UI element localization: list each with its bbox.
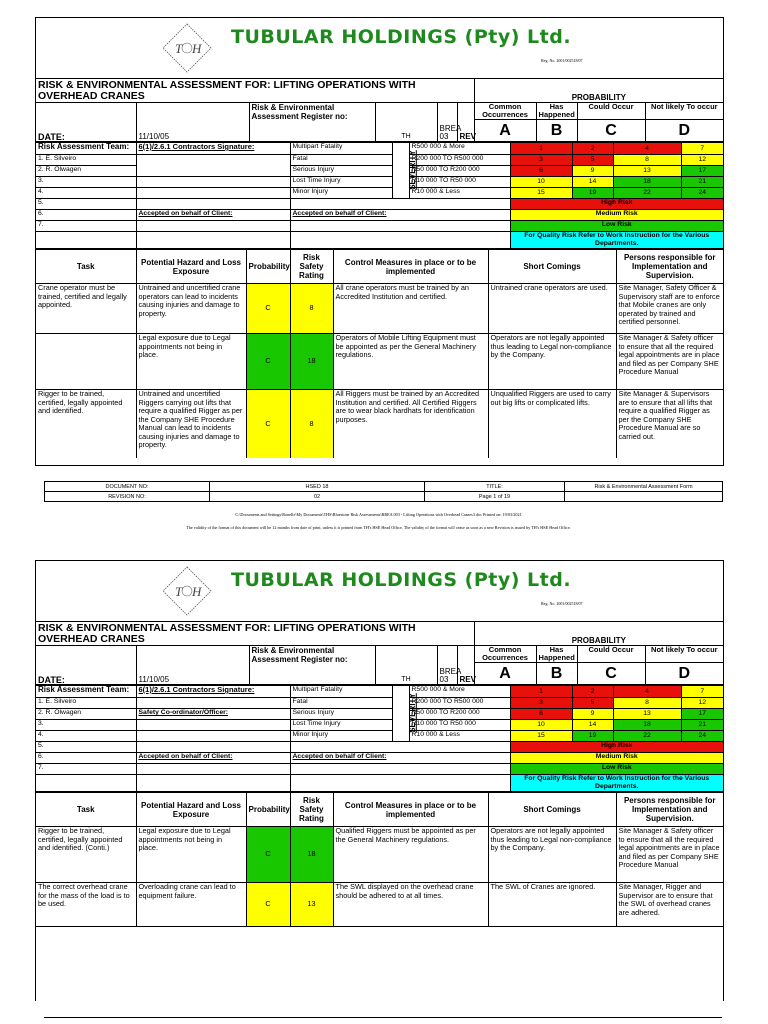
registration-number: Reg. No. 2001/002518/07 [541,601,583,606]
cell-hazard: Overloading crane can lead to equipment failure. [136,883,246,927]
team-member-7: 7. [36,221,136,232]
team-member-7: 7. [36,764,136,775]
col-task: Task [36,793,136,827]
cell-control: All Riggers must be trained by an Accredited Institution and certified. All Certified Riggers are to wear black hardhats for identification purposes. [333,390,488,458]
cell-rating: 8 [290,390,333,458]
severity-label-5: Minor Injury [290,188,392,199]
severity-label-3: Serious Injury [290,166,392,177]
safety-officer-label: Safety Co-ordinator/Officer: [136,709,290,720]
cell-hazard: Untrained and uncertified Riggers carrying out lifts that require a qualified Rigger as per the Company SHE Procedure Manual can lead to incidents causing injuries and damage to property. [136,390,246,458]
severity-cost-3: R50 000 TO R200 000 [409,166,510,177]
prob-col-b-desc: Has Happened [536,646,577,663]
matrix-cell: 5 [572,155,613,166]
cell-hazard: Legal exposure due to Legal appointments not being in place. [136,334,246,390]
matrix-cell: 6 [510,166,572,177]
cell-task: Rigger to be trained, certified, legally appointed and identified. (Conti.) [36,827,136,883]
client-accept-1: Accepted on behalf of Client: [136,753,290,764]
matrix-cell: 15 [510,731,572,742]
cell-persons: Site Manager, Safety Officer & Supervisory staff are to enforce that Mobile cranes are only operated by trained and certified personnel. [616,284,723,334]
footer-doc-no-label: DOCUMENT NO: [45,482,210,492]
table-row [36,334,723,390]
severity-cost-5: R10 000 & Less [409,731,510,742]
team-member-4: 4. [36,188,136,199]
date-value: 11/10/05 [136,103,249,142]
col-short: Short Comings [488,250,616,284]
prob-col-a-desc: Common Occurrences [474,103,536,120]
team-member-2: 2. R. Olwagen [36,709,136,720]
matrix-cell: 2 [572,143,613,155]
cell-control: Qualified Riggers must be appointed as per the General Machinery regulations. [333,827,488,883]
prob-col-c-desc: Could Occur [577,103,645,120]
matrix-cell: 3 [510,698,572,709]
team-member-6: 6. [36,753,136,764]
matrix-cell: 19 [572,188,613,199]
team-member-4: 4. [36,731,136,742]
severity-label-2: Fatal [290,698,392,709]
matrix-cell: 18 [613,720,681,731]
legend-medium-risk: Medium Risk [510,753,723,764]
matrix-cell: 2 [572,686,613,698]
matrix-cell: 9 [572,709,613,720]
cell-probability: C [246,827,290,883]
cell-short: Operators are not legally appointed thus leading to Legal non-compliance by the Company. [488,334,616,390]
team-member-5: 5. [36,742,136,753]
team-label: Risk Assessment Team: [36,686,136,698]
footer-title-label: TITLE: [425,482,565,492]
matrix-cell: 8 [613,155,681,166]
matrix-cell: 4 [613,143,681,155]
prob-col-b-letter: B [536,663,577,685]
register-number: BREA 03 [437,103,457,142]
cell-rating: 13 [290,883,333,927]
cell-short: Unqualified Riggers are used to carry out big lifts or complicated lifts. [488,390,616,458]
client-accept-1: Accepted on behalf of Client: [136,210,290,221]
cell-short: Operators are not legally appointed thus leading to Legal non-compliance by the Company. [488,827,616,883]
assessment-title: RISK & ENVIRONMENTAL ASSESSMENT FOR: LIFTING OPERATIONS WITH OVERHEAD CRANES [36,79,474,103]
team-member-1: 1. E. Silveiro [36,155,136,166]
matrix-cell: 14 [572,177,613,188]
severity-label-3: Serious Injury [290,709,392,720]
prob-col-b-desc: Has Happened [536,103,577,120]
matrix-cell: 21 [681,720,723,731]
cell-control: The SWL displayed on the overhead crane should be adhered to at all times. [333,883,488,927]
col-probability: Probability [246,250,290,284]
cell-probability: C [246,284,290,334]
col-control: Control Measures in place or to be implemented [333,793,488,827]
prob-col-c-desc: Could Occur [577,646,645,663]
page-two [35,560,724,1001]
contractor-signature: 6(1)/2.6.1 Contractors Signature: [136,143,290,155]
footer-page: Page 1 of 19 [425,492,565,502]
team-member-3: 3. [36,720,136,731]
footer-rev: 02 [210,492,425,502]
footer-rev-label: REVISION NO: [45,492,210,502]
probability-label: PROBABILITY [474,79,723,103]
register-th: TH [375,646,437,685]
risk-matrix-table [36,142,723,249]
cell-probability: C [246,334,290,390]
svg-text:H: H [192,41,202,56]
col-short: Short Comings [488,793,616,827]
matrix-cell: 10 [510,720,572,731]
matrix-cell: 12 [681,155,723,166]
matrix-cell: 13 [613,166,681,177]
table-row [36,883,723,927]
legend-high-risk: High Risk [510,199,723,210]
legend-quality-note: For Quality Risk Refer to Work Instruction for the Various Departments. [510,232,723,249]
team-member-2: 2. R. Olwagen [36,166,136,177]
svg-text:T: T [175,584,183,599]
col-hazard: Potential Hazard and Loss Exposure [136,793,246,827]
legend-quality-note: For Quality Risk Refer to Work Instruction for the Various Departments. [510,775,723,792]
matrix-cell: 4 [613,686,681,698]
prob-col-d-desc: Not likely To occur [645,103,723,120]
severity-cost-4: R10 000 TO R50 000 [409,720,510,731]
col-control: Control Measures in place or to be implemented [333,250,488,284]
register-label: Risk & Environmental Assessment Register no: [249,646,375,685]
matrix-cell: 6 [510,709,572,720]
severity-label-2: Fatal [290,155,392,166]
table-row [36,390,723,458]
risk-rows-table-p2 [36,792,723,927]
prob-col-d-letter: D [645,663,723,685]
matrix-cell: 19 [572,731,613,742]
matrix-cell: 22 [613,731,681,742]
matrix-cell: 21 [681,177,723,188]
matrix-cell: 12 [681,698,723,709]
assessment-header-table [36,79,723,142]
page-divider [44,1017,722,1018]
date-value: 11/10/05 [136,646,249,685]
severity-cost-2: R200 000 TO R500 000 [409,155,510,166]
footer-title: Risk & Environmental Assessment Form [565,482,723,492]
matrix-cell: 3 [510,155,572,166]
team-member-6: 6. [36,210,136,221]
file-path-note: C:\Documents and Settings\Ronelle\My Documents\THS\Bluestone Risk Assessments\BREA 003 - Lifting Operations with Overhead Cranes3.doc Printed on: 19/03/2021 [235,512,522,517]
cell-hazard: Untrained and uncertified crane operators can lead to incidents causing injuries and damage to property. [136,284,246,334]
cell-probability: C [246,883,290,927]
legend-low-risk: Low Risk [510,764,723,775]
cell-persons: Site Manager, Rigger and Supervisor are to ensure that the SWL of overhead cranes are adhered. [616,883,723,927]
rev-label: REV [457,646,474,685]
legend-low-risk: Low Risk [510,221,723,232]
prob-col-a-letter: A [474,663,536,685]
contractor-signature: 6(1)/2.6.1 Contractors Signature: [136,686,290,698]
matrix-cell: 13 [613,709,681,720]
page-one [35,17,724,466]
cell-short: The SWL of Cranes are ignored. [488,883,616,927]
svg-text:T: T [175,41,183,56]
prob-col-c-letter: C [577,663,645,685]
table-row [36,827,723,883]
matrix-cell: 24 [681,188,723,199]
matrix-cell: 8 [613,698,681,709]
matrix-cell: 1 [510,143,572,155]
cell-short: Untrained crane operators are used. [488,284,616,334]
matrix-cell: 22 [613,188,681,199]
company-name: TUBULAR HOLDINGS (Pty) Ltd. [231,569,572,591]
team-member-3: 3. [36,177,136,188]
severity-cost-4: R10 000 TO R50 000 [409,177,510,188]
col-probability: Probability [246,793,290,827]
cell-task: Rigger to be trained, certified, legally appointed and identified. [36,390,136,458]
cell-task: The correct overhead crane for the mass of the load is to be used. [36,883,136,927]
letterhead [36,18,723,79]
assessment-title: RISK & ENVIRONMENTAL ASSESSMENT FOR: LIFTING OPERATIONS WITH OVERHEAD CRANES [36,622,474,646]
severity-cost-3: R50 000 TO R200 000 [409,709,510,720]
severity-axis-label: SEVERITY [392,686,409,742]
document-footer [44,481,723,502]
col-task: Task [36,250,136,284]
cell-rating: 18 [290,827,333,883]
company-logo-icon [161,565,213,617]
cell-control: All crane operators must be trained by an Accredited Institution and certified. [333,284,488,334]
risk-matrix-table [36,685,723,792]
cell-persons: Site Manager & Safety officer to ensure that all the required legal appointments are in place and filed as per Company SHE Procedure Manual [616,334,723,390]
severity-label-1: Multipart Fatality [290,143,392,155]
matrix-cell: 15 [510,188,572,199]
severity-cost-1: R500 000 & More [409,686,510,698]
matrix-cell: 10 [510,177,572,188]
matrix-cell: 7 [681,143,723,155]
register-th: TH [375,103,437,142]
severity-cost-1: R500 000 & More [409,143,510,155]
prob-col-b-letter: B [536,120,577,142]
team-member-5: 5. [36,199,136,210]
cell-rating: 8 [290,284,333,334]
svg-text:H: H [192,584,202,599]
team-label: Risk Assessment Team: [36,143,136,155]
severity-label-1: Multipart Fatality [290,686,392,698]
severity-axis-label: SEVERITY [392,143,409,199]
prob-col-a-desc: Common Occurrences [474,646,536,663]
client-accept-2: Accepted on behalf of Client: [290,210,510,221]
probability-label: PROBABILITY [474,622,723,646]
matrix-cell: 9 [572,166,613,177]
risk-rows-table-p1 [36,249,723,458]
cell-persons: Site Manager & Supervisors are to ensure that all lifts that require a qualified Rigger as per the Company SHE Procedure Manual are so carried out. [616,390,723,458]
legend-medium-risk: Medium Risk [510,210,723,221]
severity-label-4: Lost Time Injury [290,177,392,188]
company-logo-icon [161,22,213,74]
cell-persons: Site Manager & Safety officer to ensure that all the required legal appointments are in place and filed as per Company SHE Procedure Manual [616,827,723,883]
registration-number: Reg. No. 2001/002518/07 [541,58,583,63]
col-persons: Persons responsible for Implementation and Supervision. [616,250,723,284]
validity-note: The validity of the format of this document will be 12 months from date of print, unless it is printed from TH's HSE Head Office. The validity of the format will cease as soon as a new Revision is issued by TH's HSE Head Office. [186,525,571,530]
col-rating: Risk Safety Rating [290,250,333,284]
date-label: DATE: [36,646,136,685]
prob-col-a-letter: A [474,120,536,142]
matrix-cell: 7 [681,686,723,698]
severity-cost-2: R200 000 TO R500 000 [409,698,510,709]
cell-hazard: Legal exposure due to Legal appointments not being in place. [136,827,246,883]
severity-label-5: Minor Injury [290,731,392,742]
prob-col-c-letter: C [577,120,645,142]
cell-task: Crane operator must be trained, certified and legally appointed. [36,284,136,334]
assessment-header-table [36,622,723,685]
cell-task [36,334,136,390]
rev-label: REV [457,103,474,142]
prob-col-d-desc: Not likely To occur [645,646,723,663]
company-name: TUBULAR HOLDINGS (Pty) Ltd. [231,26,572,48]
date-label: DATE: [36,103,136,142]
severity-label-4: Lost Time Injury [290,720,392,731]
cell-rating: 18 [290,334,333,390]
prob-col-d-letter: D [645,120,723,142]
footer-doc-no: HSED 18 [210,482,425,492]
team-member-1: 1. E. Silveiro [36,698,136,709]
col-rating: Risk Safety Rating [290,793,333,827]
register-number: BREA 03 [437,646,457,685]
letterhead [36,561,723,622]
matrix-cell: 5 [572,698,613,709]
matrix-cell: 1 [510,686,572,698]
client-accept-2: Accepted on behalf of Client: [290,753,510,764]
severity-cost-5: R10 000 & Less [409,188,510,199]
col-persons: Persons responsible for Implementation and Supervision. [616,793,723,827]
matrix-cell: 18 [613,177,681,188]
col-hazard: Potential Hazard and Loss Exposure [136,250,246,284]
table-row [36,284,723,334]
matrix-cell: 14 [572,720,613,731]
cell-probability: C [246,390,290,458]
register-label: Risk & Environmental Assessment Register no: [249,103,375,142]
cell-control: Operators of Mobile Lifting Equipment must be appointed as per the General Machinery regulations. [333,334,488,390]
matrix-cell: 24 [681,731,723,742]
matrix-cell: 17 [681,166,723,177]
legend-high-risk: High Risk [510,742,723,753]
matrix-cell: 17 [681,709,723,720]
